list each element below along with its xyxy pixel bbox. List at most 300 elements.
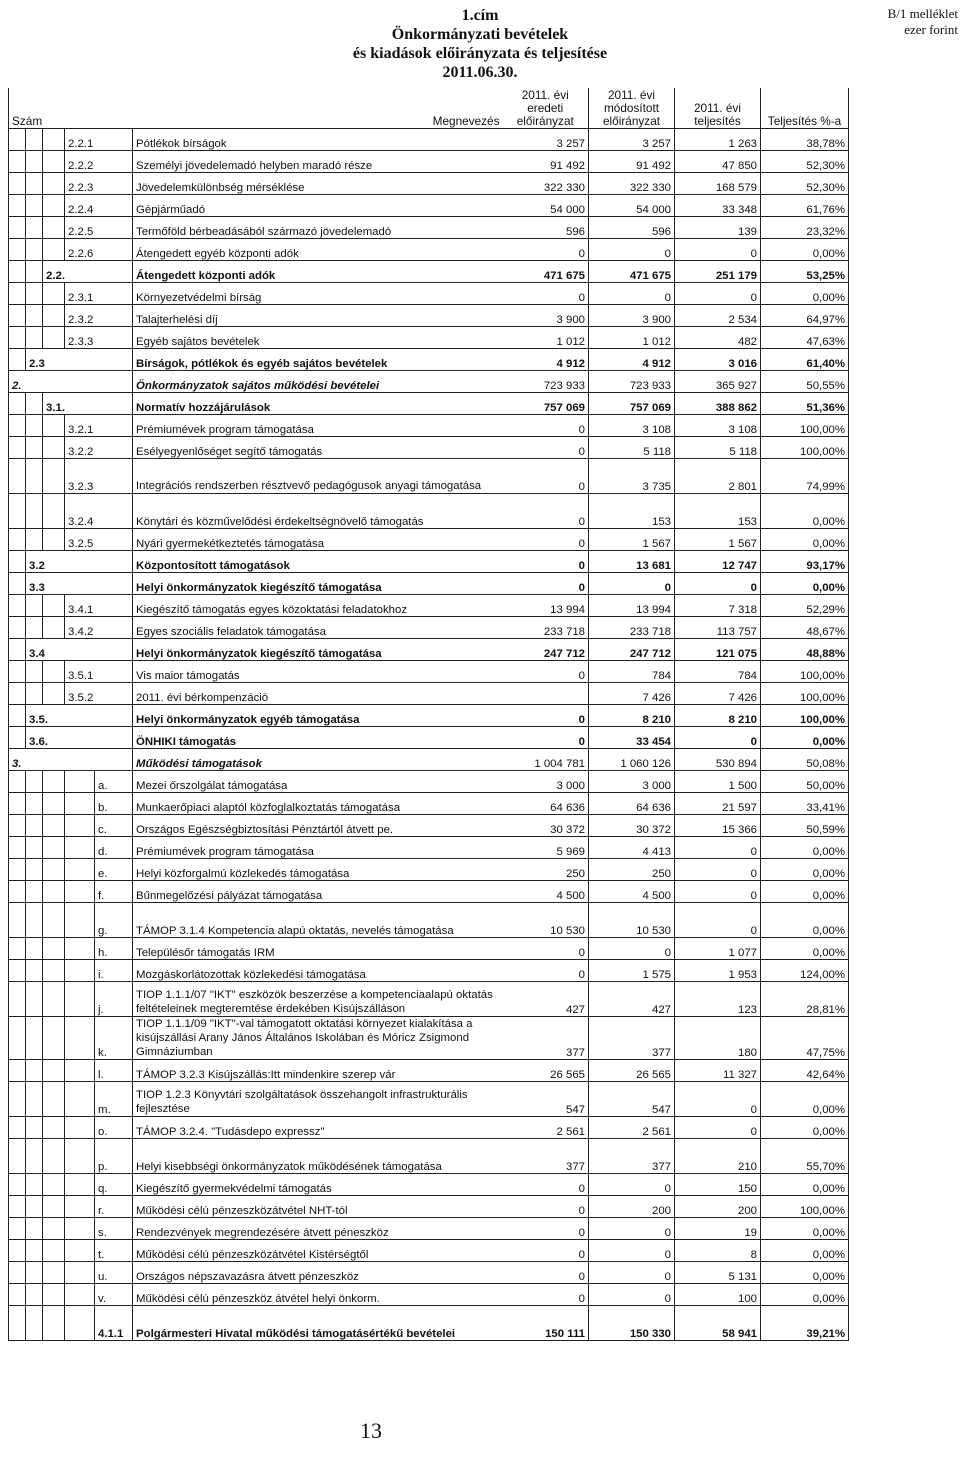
indent-cell xyxy=(9,151,26,173)
table-row xyxy=(9,349,849,371)
original-budget-value: 0 xyxy=(503,938,589,960)
row-name: TÁMOP 3.1.4 Kompetencia alapú oktatás, nevelés támogatása xyxy=(133,903,503,938)
indent-cell xyxy=(43,661,65,683)
original-budget-value: 723 933 xyxy=(503,371,589,393)
original-budget-value: 757 069 xyxy=(503,393,589,415)
indent-cell xyxy=(9,903,26,938)
modified-budget-value: 0 xyxy=(589,938,675,960)
modified-budget-value: 0 xyxy=(589,283,675,305)
table-row xyxy=(9,1174,849,1196)
indent-cell xyxy=(65,837,95,859)
row-name: Rendezvények megrendezésére átvett péneszköz xyxy=(133,1218,503,1240)
completion-percent: 0,00% xyxy=(761,239,849,261)
completion-percent: 52,30% xyxy=(761,173,849,195)
table-body xyxy=(9,129,849,1341)
indent-cell xyxy=(9,529,26,551)
row-code: 3.4.1 xyxy=(65,595,133,617)
indent-cell xyxy=(65,960,95,982)
indent-cell xyxy=(43,1139,65,1174)
actual-value: 1 953 xyxy=(675,960,761,982)
original-budget-value: 30 372 xyxy=(503,815,589,837)
original-budget-value: 0 xyxy=(503,1240,589,1262)
indent-cell xyxy=(26,837,43,859)
actual-value: 0 xyxy=(675,727,761,749)
completion-percent: 47,75% xyxy=(761,1017,849,1060)
indent-cell xyxy=(26,1306,43,1341)
completion-percent: 100,00% xyxy=(761,1196,849,1218)
row-name: Mozgáskorlátozottak közlekedési támogatása xyxy=(133,960,503,982)
completion-percent: 42,64% xyxy=(761,1060,849,1082)
table-row xyxy=(9,371,849,393)
indent-cell xyxy=(26,459,43,494)
actual-value: 153 xyxy=(675,494,761,529)
indent-cell xyxy=(43,903,65,938)
row-code: 3.5.2 xyxy=(65,683,133,705)
table-row xyxy=(9,837,849,859)
indent-cell xyxy=(9,617,26,639)
table-row xyxy=(9,1284,849,1306)
original-budget-value: 322 330 xyxy=(503,173,589,195)
indent-cell xyxy=(26,195,43,217)
indent-cell xyxy=(43,1060,65,1082)
indent-cell xyxy=(9,1117,26,1139)
modified-budget-value: 54 000 xyxy=(589,195,675,217)
title-line-4: 2011.06.30. xyxy=(442,64,518,81)
indent-cell xyxy=(65,1240,95,1262)
table-row xyxy=(9,415,849,437)
completion-percent: 0,00% xyxy=(761,494,849,529)
completion-percent: 50,55% xyxy=(761,371,849,393)
indent-cell xyxy=(43,1174,65,1196)
actual-value: 3 016 xyxy=(675,349,761,371)
indent-cell xyxy=(9,239,26,261)
indent-cell xyxy=(9,195,26,217)
original-budget-value: 1 004 781 xyxy=(503,749,589,771)
table-row xyxy=(9,771,849,793)
indent-cell xyxy=(9,349,26,371)
table-row xyxy=(9,749,849,771)
indent-cell xyxy=(9,1017,26,1060)
actual-value: 11 327 xyxy=(675,1060,761,1082)
original-budget-value: 0 xyxy=(503,415,589,437)
column-header-number: Szám xyxy=(9,88,133,129)
row-name: Prémiumévek program támogatása xyxy=(133,415,503,437)
title-line-1: 1.cím xyxy=(461,7,499,24)
indent-cell xyxy=(26,261,43,283)
indent-cell xyxy=(43,437,65,459)
table-row xyxy=(9,129,849,151)
original-budget-value: 0 xyxy=(503,573,589,595)
indent-cell xyxy=(43,1262,65,1284)
original-budget-value: 247 712 xyxy=(503,639,589,661)
row-name: Településőr támogatás IRM xyxy=(133,938,503,960)
completion-percent: 53,25% xyxy=(761,261,849,283)
original-budget-value: 4 500 xyxy=(503,881,589,903)
row-code: 4.1.1 xyxy=(95,1306,133,1341)
indent-cell xyxy=(43,1117,65,1139)
modified-budget-value: 5 118 xyxy=(589,437,675,459)
modified-budget-value: 1 012 xyxy=(589,327,675,349)
indent-cell xyxy=(43,129,65,151)
indent-cell xyxy=(43,195,65,217)
completion-percent: 28,81% xyxy=(761,982,849,1017)
modified-budget-value: 91 492 xyxy=(589,151,675,173)
indent-cell xyxy=(9,573,26,595)
indent-cell xyxy=(43,1218,65,1240)
modified-budget-value: 4 413 xyxy=(589,837,675,859)
row-name: Önkormányzatok sajátos működési bevételei xyxy=(133,371,503,393)
indent-cell xyxy=(65,793,95,815)
modified-budget-value: 0 xyxy=(589,1284,675,1306)
modified-budget-value: 64 636 xyxy=(589,793,675,815)
completion-percent: 61,40% xyxy=(761,349,849,371)
modified-budget-value: 784 xyxy=(589,661,675,683)
row-code: p. xyxy=(95,1139,133,1174)
table-row xyxy=(9,283,849,305)
completion-percent: 0,00% xyxy=(761,903,849,938)
table-row xyxy=(9,327,849,349)
row-code: 2. xyxy=(9,371,133,393)
indent-cell xyxy=(43,859,65,881)
modified-budget-value: 247 712 xyxy=(589,639,675,661)
row-name: Termőföld bérbeadásából származó jövedelemadó xyxy=(133,217,503,239)
row-name: Országos népszavazásra átvett pénzeszköz xyxy=(133,1262,503,1284)
indent-cell xyxy=(9,217,26,239)
row-name: Kiegészítő támogatás egyes közoktatási feladatokhoz xyxy=(133,595,503,617)
indent-cell xyxy=(26,881,43,903)
original-budget-value: 150 111 xyxy=(503,1306,589,1341)
row-code: c. xyxy=(95,815,133,837)
actual-value: 47 850 xyxy=(675,151,761,173)
actual-value: 0 xyxy=(675,1082,761,1117)
completion-percent: 124,00% xyxy=(761,960,849,982)
completion-percent: 48,88% xyxy=(761,639,849,661)
completion-percent: 0,00% xyxy=(761,859,849,881)
original-budget-value: 0 xyxy=(503,437,589,459)
modified-budget-value: 0 xyxy=(589,239,675,261)
original-budget-value: 91 492 xyxy=(503,151,589,173)
completion-percent: 100,00% xyxy=(761,437,849,459)
row-name: Könytári és közművelődési érdekeltségnövelő támogatás xyxy=(133,494,503,529)
indent-cell xyxy=(9,327,26,349)
indent-cell xyxy=(43,173,65,195)
indent-cell xyxy=(65,815,95,837)
indent-cell xyxy=(9,881,26,903)
modified-budget-value: 3 257 xyxy=(589,129,675,151)
indent-cell xyxy=(65,938,95,960)
original-budget-value: 4 912 xyxy=(503,349,589,371)
handwritten-page-number: 13 xyxy=(360,1418,382,1443)
indent-cell xyxy=(9,982,26,1017)
indent-cell xyxy=(9,683,26,705)
indent-cell xyxy=(65,1306,95,1341)
row-name: Átengedett egyéb központi adók xyxy=(133,239,503,261)
indent-cell xyxy=(43,960,65,982)
row-code: d. xyxy=(95,837,133,859)
actual-value: 0 xyxy=(675,881,761,903)
modified-budget-value: 10 530 xyxy=(589,903,675,938)
modified-budget-value: 26 565 xyxy=(589,1060,675,1082)
actual-value: 0 xyxy=(675,1117,761,1139)
modified-budget-value: 250 xyxy=(589,859,675,881)
table-row xyxy=(9,1082,849,1117)
completion-percent: 0,00% xyxy=(761,1240,849,1262)
modified-budget-value: 427 xyxy=(589,982,675,1017)
modified-budget-value: 200 xyxy=(589,1196,675,1218)
row-code: 3.2.3 xyxy=(65,459,133,494)
indent-cell xyxy=(43,283,65,305)
completion-percent: 50,08% xyxy=(761,749,849,771)
row-code: 3.2.1 xyxy=(65,415,133,437)
original-budget-value: 0 xyxy=(503,1262,589,1284)
indent-cell xyxy=(26,595,43,617)
row-code: b. xyxy=(95,793,133,815)
indent-cell xyxy=(26,151,43,173)
completion-percent: 0,00% xyxy=(761,573,849,595)
original-budget-value: 5 969 xyxy=(503,837,589,859)
indent-cell xyxy=(26,283,43,305)
row-code: e. xyxy=(95,859,133,881)
original-budget-value: 427 xyxy=(503,982,589,1017)
row-code: k. xyxy=(95,1017,133,1060)
table-row xyxy=(9,573,849,595)
indent-cell xyxy=(9,1139,26,1174)
table-row xyxy=(9,639,849,661)
indent-cell xyxy=(26,1262,43,1284)
modified-budget-value: 377 xyxy=(589,1017,675,1060)
completion-percent: 0,00% xyxy=(761,1218,849,1240)
modified-budget-value: 0 xyxy=(589,1240,675,1262)
indent-cell xyxy=(9,837,26,859)
completion-percent: 100,00% xyxy=(761,705,849,727)
table-row xyxy=(9,529,849,551)
indent-cell xyxy=(26,239,43,261)
actual-value: 0 xyxy=(675,573,761,595)
table-row xyxy=(9,261,849,283)
row-code: g. xyxy=(95,903,133,938)
indent-cell xyxy=(43,1017,65,1060)
row-code: t. xyxy=(95,1240,133,1262)
table-row xyxy=(9,1196,849,1218)
indent-cell xyxy=(65,859,95,881)
completion-percent: 0,00% xyxy=(761,727,849,749)
actual-value: 784 xyxy=(675,661,761,683)
indent-cell xyxy=(26,1196,43,1218)
actual-value: 0 xyxy=(675,859,761,881)
table-row xyxy=(9,859,849,881)
table-row xyxy=(9,938,849,960)
row-code: j. xyxy=(95,982,133,1017)
indent-cell xyxy=(9,705,26,727)
indent-cell xyxy=(26,960,43,982)
completion-percent: 50,00% xyxy=(761,771,849,793)
completion-percent: 33,41% xyxy=(761,793,849,815)
indent-cell xyxy=(43,1196,65,1218)
completion-percent: 50,59% xyxy=(761,815,849,837)
original-budget-value: 3 257 xyxy=(503,129,589,151)
row-code: r. xyxy=(95,1196,133,1218)
row-name: Polgármesteri Hivatal működési támogatásértékű bevételei xyxy=(133,1306,503,1341)
table-row xyxy=(9,217,849,239)
table-row xyxy=(9,1139,849,1174)
completion-percent: 0,00% xyxy=(761,881,849,903)
indent-cell xyxy=(9,1306,26,1341)
row-name: Prémiumévek program támogatása xyxy=(133,837,503,859)
actual-value: 1 077 xyxy=(675,938,761,960)
table-row xyxy=(9,151,849,173)
actual-value: 58 941 xyxy=(675,1306,761,1341)
indent-cell xyxy=(26,903,43,938)
indent-cell xyxy=(9,437,26,459)
modified-budget-value: 1 575 xyxy=(589,960,675,982)
row-code: i. xyxy=(95,960,133,982)
indent-cell xyxy=(26,793,43,815)
indent-cell xyxy=(65,771,95,793)
modified-budget-value: 3 000 xyxy=(589,771,675,793)
completion-percent: 100,00% xyxy=(761,661,849,683)
modified-budget-value: 1 567 xyxy=(589,529,675,551)
indent-cell xyxy=(9,1174,26,1196)
actual-value: 7 426 xyxy=(675,683,761,705)
row-name: Működési támogatások xyxy=(133,749,503,771)
indent-cell xyxy=(43,793,65,815)
original-budget-value: 10 530 xyxy=(503,903,589,938)
modified-budget-value: 13 994 xyxy=(589,595,675,617)
original-budget-value: 377 xyxy=(503,1139,589,1174)
row-name: Helyi közforgalmú közlekedés támogatása xyxy=(133,859,503,881)
indent-cell xyxy=(26,815,43,837)
row-name: Működési célú pénzeszközátvétel Kistérségtől xyxy=(133,1240,503,1262)
actual-value: 1 263 xyxy=(675,129,761,151)
modified-budget-value: 8 210 xyxy=(589,705,675,727)
table-row xyxy=(9,1306,849,1341)
column-header-name: Megnevezés xyxy=(133,88,503,129)
row-name: Környezetvédelmi bírság xyxy=(133,283,503,305)
original-budget-value: 26 565 xyxy=(503,1060,589,1082)
indent-cell xyxy=(9,173,26,195)
row-name: Személyi jövedelemadó helyben maradó része xyxy=(133,151,503,173)
row-code: o. xyxy=(95,1117,133,1139)
original-budget-value xyxy=(503,683,589,705)
completion-percent: 0,00% xyxy=(761,1284,849,1306)
table-row xyxy=(9,437,849,459)
indent-cell xyxy=(9,595,26,617)
actual-value: 5 131 xyxy=(675,1262,761,1284)
modified-budget-value: 0 xyxy=(589,1174,675,1196)
indent-cell xyxy=(43,459,65,494)
completion-percent: 100,00% xyxy=(761,415,849,437)
row-code: 3.2.4 xyxy=(65,494,133,529)
row-code: l. xyxy=(95,1060,133,1082)
row-code: 2.3 xyxy=(26,349,133,371)
indent-cell xyxy=(9,283,26,305)
indent-cell xyxy=(26,1017,43,1060)
currency-unit: ezer forint xyxy=(904,22,958,37)
original-budget-value: 0 xyxy=(503,960,589,982)
indent-cell xyxy=(9,661,26,683)
actual-value: 1 567 xyxy=(675,529,761,551)
original-budget-value: 233 718 xyxy=(503,617,589,639)
modified-budget-value: 377 xyxy=(589,1139,675,1174)
indent-cell xyxy=(65,982,95,1017)
original-budget-value: 0 xyxy=(503,661,589,683)
original-budget-value: 471 675 xyxy=(503,261,589,283)
table-row xyxy=(9,494,849,529)
actual-value: 251 179 xyxy=(675,261,761,283)
indent-cell xyxy=(9,727,26,749)
modified-budget-value: 1 060 126 xyxy=(589,749,675,771)
table-row xyxy=(9,815,849,837)
actual-value: 5 118 xyxy=(675,437,761,459)
original-budget-value: 3 000 xyxy=(503,771,589,793)
actual-value: 365 927 xyxy=(675,371,761,393)
indent-cell xyxy=(26,1117,43,1139)
indent-cell xyxy=(43,327,65,349)
row-code: 3.2.5 xyxy=(65,529,133,551)
table-row xyxy=(9,239,849,261)
completion-percent: 52,30% xyxy=(761,151,849,173)
original-budget-value: 547 xyxy=(503,1082,589,1117)
modified-budget-value: 723 933 xyxy=(589,371,675,393)
table-row xyxy=(9,683,849,705)
modified-budget-value: 322 330 xyxy=(589,173,675,195)
row-code: 2.2.4 xyxy=(65,195,133,217)
indent-cell xyxy=(43,1240,65,1262)
table-row xyxy=(9,551,849,573)
row-code: m. xyxy=(95,1082,133,1117)
row-code: 3.3 xyxy=(26,573,133,595)
actual-value: 0 xyxy=(675,837,761,859)
row-name: Talajterhelési díj xyxy=(133,305,503,327)
row-name: Egyes szociális feladatok támogatása xyxy=(133,617,503,639)
actual-value: 180 xyxy=(675,1017,761,1060)
row-code: 3.5.1 xyxy=(65,661,133,683)
original-budget-value: 0 xyxy=(503,459,589,494)
column-header-original-budget: 2011. évi eredeti előirányzat xyxy=(503,88,589,129)
indent-cell xyxy=(43,938,65,960)
indent-cell xyxy=(26,393,43,415)
completion-percent: 0,00% xyxy=(761,283,849,305)
indent-cell xyxy=(9,1284,26,1306)
table-row xyxy=(9,1060,849,1082)
column-header-percent: Teljesítés %-a xyxy=(761,88,849,129)
actual-value: 530 894 xyxy=(675,749,761,771)
actual-value: 0 xyxy=(675,283,761,305)
modified-budget-value: 30 372 xyxy=(589,815,675,837)
original-budget-value: 0 xyxy=(503,1218,589,1240)
column-header-actual: 2011. évi teljesítés xyxy=(675,88,761,129)
row-name: TIOP 1.2.3 Könyvtári szolgáltatások összehangolt infrastrukturális fejlesztése xyxy=(133,1082,503,1117)
modified-budget-value: 13 681 xyxy=(589,551,675,573)
indent-cell xyxy=(43,1284,65,1306)
indent-cell xyxy=(26,938,43,960)
row-code: 2.2.6 xyxy=(65,239,133,261)
actual-value: 150 xyxy=(675,1174,761,1196)
row-code: 2.3.1 xyxy=(65,283,133,305)
indent-cell xyxy=(43,617,65,639)
modified-budget-value: 153 xyxy=(589,494,675,529)
row-name: Gépjárműadó xyxy=(133,195,503,217)
row-code: a. xyxy=(95,771,133,793)
indent-cell xyxy=(26,1284,43,1306)
indent-cell xyxy=(65,1174,95,1196)
actual-value: 21 597 xyxy=(675,793,761,815)
indent-cell xyxy=(26,1060,43,1082)
indent-cell xyxy=(65,903,95,938)
modified-budget-value: 33 454 xyxy=(589,727,675,749)
row-name: Esélyegyenlőséget segítő támogatás xyxy=(133,437,503,459)
indent-cell xyxy=(9,960,26,982)
